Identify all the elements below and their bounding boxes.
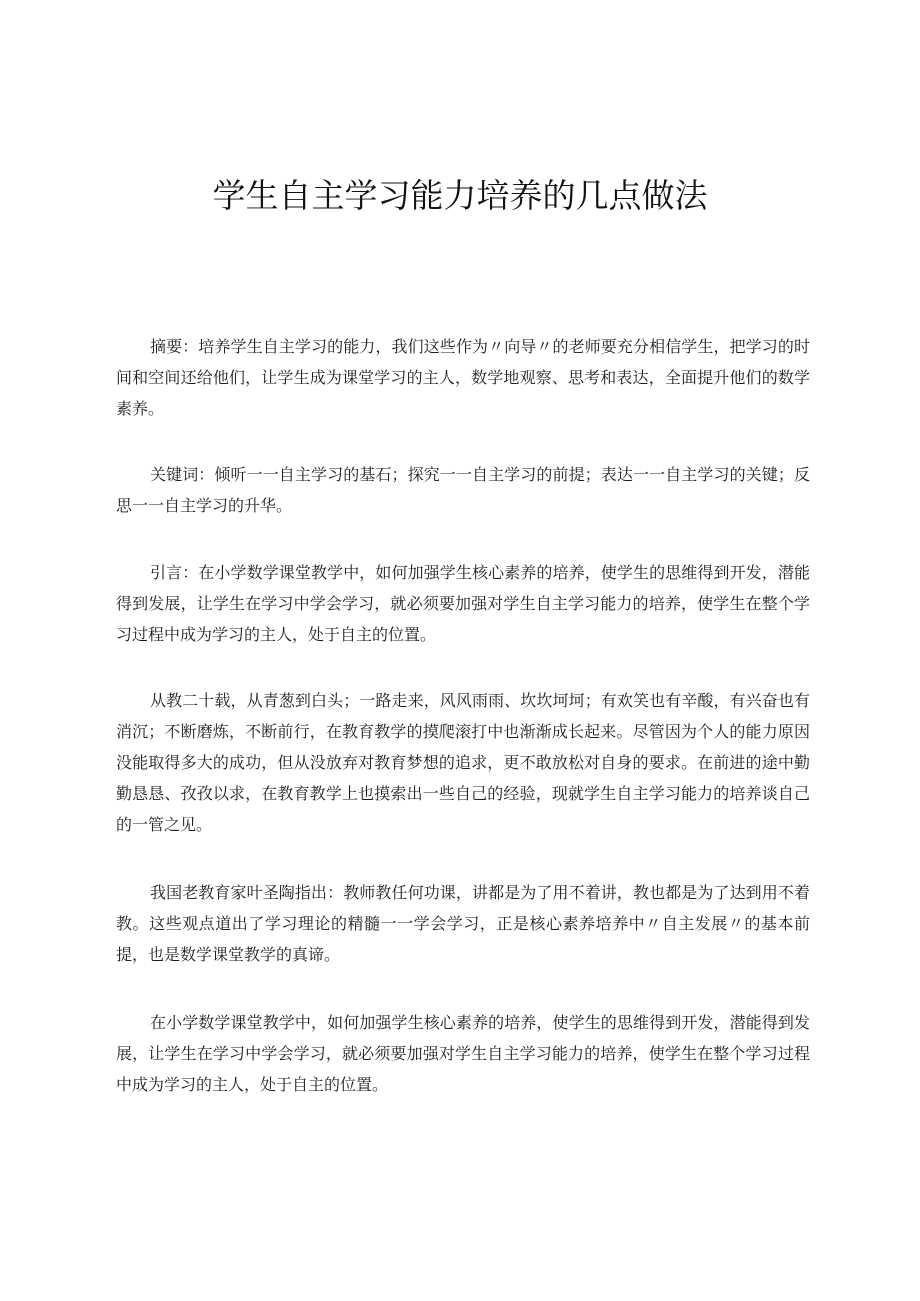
introduction-paragraph: 引言：在小学数学课堂教学中，如何加强学生核心素养的培养，使学生的思维得到开发，潜能得到发展，让学生在学习中学会学习，就必须要加强对学生自主学习能力的培养，使学生在整个学习过程中成为学习的主人，处于自主的位置。	[116, 563, 810, 644]
body-paragraph-classroom-teaching: 在小学数学课堂教学中，如何加强学生核心素养的培养，使学生的思维得到开发，潜能得到发展，让学生在学习中学会学习，就必须要加强对学生自主学习能力的培养，使学生在整个学习过程中成为学习的主人，处于自主的位置。	[116, 1013, 810, 1094]
keywords-paragraph: 关键词：倾听一一自主学习的基石；探究一一自主学习的前提；表达一一自主学习的关键；反思一一自主学习的升华。	[116, 465, 810, 515]
body-paragraph-ye-shengtao-quote: 我国老教育家叶圣陶指出：教师教任何功课，讲都是为了用不着讲，教也都是为了达到用不着教。这些观点道出了学习理论的精髓一一学会学习，正是核心素养培养中〃自主发展〃的基本前提，也是数学课堂教学的真谛。	[116, 883, 810, 964]
document-title: 学生自主学习能力培养的几点做法	[212, 176, 708, 215]
body-paragraph-experience: 从教二十载，从青葱到白头；一路走来，风风雨雨、坎坎坷坷；有欢笑也有辛酸，有兴奋也有消沉；不断磨炼，不断前行，在教育教学的摸爬滚打中也渐渐成长起来。尽管因为个人的能力原因没能取得多大的成功，但从没放弃对教育梦想的追求，更不敢放松对自身的要求。在前进的途中勤勤恳恳、孜孜以求，在教育教学上也摸索出一些自己的经验，现就学生自主学习能力的培养谈自己的一管之见。	[116, 691, 810, 834]
abstract-paragraph: 摘要：培养学生自主学习的能力，我们这些作为〃向导〃的老师要充分相信学生，把学习的时间和空间还给他们，让学生成为课堂学习的主人，数学地观察、思考和表达，全面提升他们的数学素养。	[116, 337, 810, 418]
